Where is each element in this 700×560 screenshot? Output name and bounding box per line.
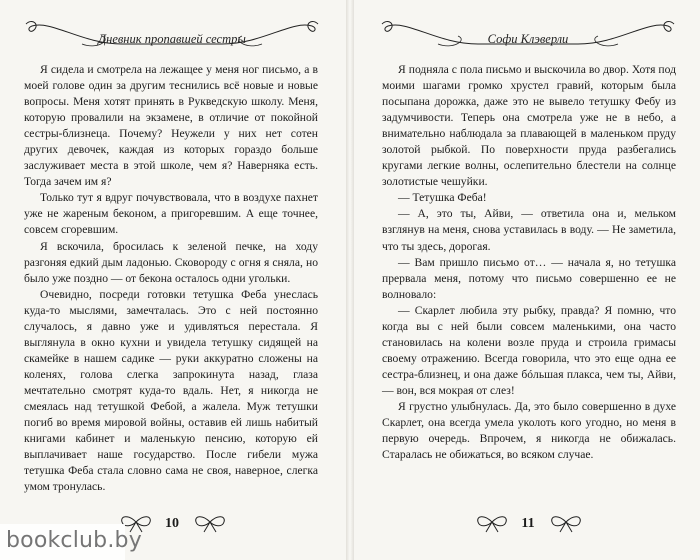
paragraph: — Скарлет любила эту рыбку, правда? Я помню, что когда вы с ней были совсем маленькими, она часто становилась на колени возле пруда и строила гримасы своему отражению. Всегда говорила, что это еще одна ее сестра-близнец, и она даже бóльшая плакса, чем ты, Айви, — вон, вся мокрая от слез! [382, 303, 676, 397]
watermark [0, 524, 142, 560]
paragraph: Я подняла с пола письмо и выскочила во двор. Хотя под моими шагами громко хрустел гравий, которым была посыпана дорожка, даже это не вывело тетушку Фебу из задумчивости. Теперь она смотрела уже не в небо, а внимательно наблюдала за плавающей в маленьком пруду золотой рыбкой. По поверхности пруда разбегались кругами легкие волны, ослепительно блестели на солнце золотистые чешуйки. [382, 63, 676, 189]
right-page-footer [378, 506, 678, 546]
left-page-header [22, 14, 322, 58]
bow-ornament-icon [192, 512, 228, 534]
bow-ornament-icon [548, 512, 584, 534]
page-number: 11 [521, 516, 535, 531]
left-page [0, 0, 340, 560]
paragraph: Только тут я вдруг почувствовала, что в воздухе пахнет уже не жареным беконом, а пригоревшим. А еще точнее, совсем сгоревшим. [24, 191, 318, 237]
paragraph: — А, это ты, Айви, — ответила она и, мельком взглянув на меня, снова уставилась в воду. — Не заметила, что ты здесь, дорогая. [382, 207, 676, 253]
paragraph: Я вскочила, бросилась к зеленой печке, на ходу разгоняя едкий дым ладонью. Сковороду с огня я сняла, но было уже поздно — от бекона осталось одни угольки. [24, 239, 318, 285]
right-page-header [378, 14, 678, 58]
page-number: 10 [165, 516, 179, 531]
left-page-body [24, 62, 318, 495]
paragraph: Я сидела и смотрела на лежащее у меня ног письмо, а в моей голове один за другим теснились всё новые и новые вопросы. Меня хотят принять в Рукведскую школу. Меня, которую провалили на экзамене, в отличие от покойной сестры-близнеца. Почему? Неужели у них нет сотен других девочек, каждая из которых гораздо больше заслуживает места в этой школе, чем я? Наверняка есть. Тогда зачем им я? [24, 63, 318, 189]
paragraph: Очевидно, посреди готовки тетушка Феба унеслась куда-то мыслями, замечталась. Это с ней постоянно случалось, я давно уже и удивляться перестала. Я выглянула в окно кухни и увидела тетушку сидящей на скамейке в нашем садике — руки аккуратно сложены на коленях, голова слегка запрокинута назад, глаза мечтательно смотрят куда-то вдаль. Нет, я никогда не смеялась над тетушкой Фебой, а жалела. Муж тетушки погиб во время мировой войны, оставив ей лишь набитый книгами кабинет и маленькую пенсию, которую ей выплачивает наше государство. После гибели мужа тетушка Феба стала словно сама не своя, наверное, слегка умом тронулась. [24, 287, 318, 494]
running-header-title: Дневник пропавшей сестры [98, 32, 246, 46]
running-header-author: Софи Клэверли [487, 32, 569, 46]
right-page-body [382, 62, 676, 463]
right-page [360, 0, 700, 560]
watermark-text: bookclub.by [6, 528, 142, 553]
book-gutter [346, 0, 354, 560]
paragraph: — Вам пришло письмо от… — начала я, но тетушка прервала меня, потому что письмо совершенно ее не волновало: [382, 255, 676, 301]
paragraph: — Тетушка Феба! [398, 191, 487, 205]
paragraph: Я грустно улыбнулась. Да, это было совершенно в духе Скарлет, она всегда умела уколоть кого угодно, но меня в первую очередь. Впрочем, я никогда не обижалась. Старалась не обижаться, во всяком случае. [382, 399, 676, 462]
